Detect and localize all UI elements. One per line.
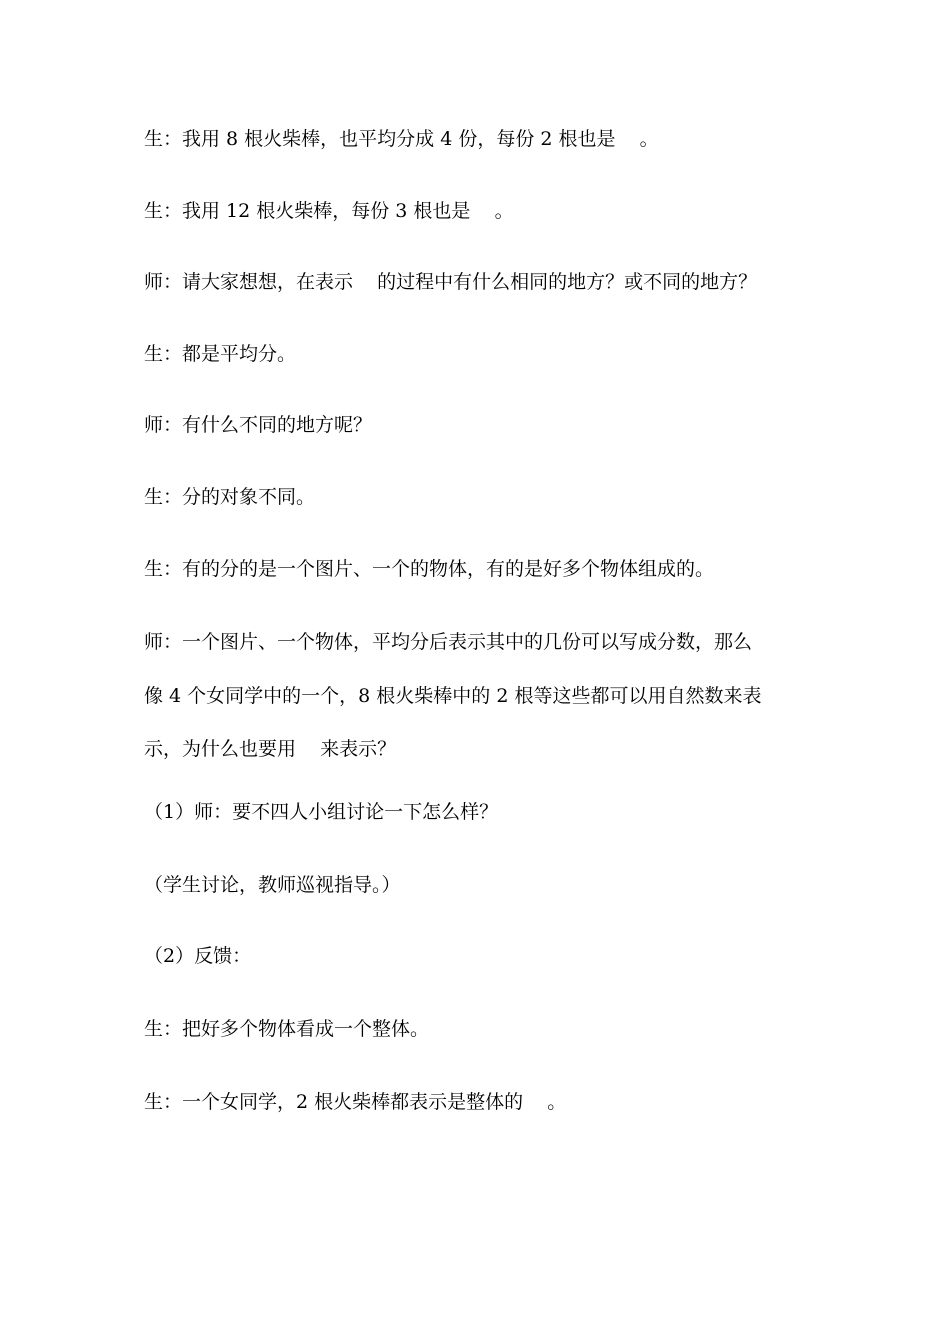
step-line-2: （2）反馈： <box>144 945 252 967</box>
note-line: （学生讨论，教师巡视指导。） <box>144 874 401 896</box>
dialogue-line-11: 生：把好多个物体看成一个整体。 <box>144 1018 430 1040</box>
dialogue-line-10: 示，为什么也要用 来表示？ <box>144 738 397 760</box>
dialogue-line-7: 生：有的分的是一个图片、一个的物体，有的是好多个物体组成的。 <box>144 558 715 580</box>
dialogue-line-4: 生：都是平均分。 <box>144 343 297 365</box>
dialogue-line-5: 师：有什么不同的地方呢？ <box>144 414 373 436</box>
dialogue-line-12: 生：一个女同学，2 根火柴棒都表示是整体的 。 <box>144 1091 567 1113</box>
dialogue-line-6: 生：分的对象不同。 <box>144 486 316 508</box>
dialogue-line-8: 师：一个图片、一个物体，平均分后表示其中的几份可以写成分数，那么 <box>144 631 753 653</box>
dialogue-line-9: 像 4 个女同学中的一个，8 根火柴棒中的 2 根等这些都可以用自然数来表 <box>144 685 762 707</box>
dialogue-line-2: 生：我用 12 根火柴棒，每份 3 根也是 。 <box>144 200 514 222</box>
step-line-1: （1）师：要不四人小组讨论一下怎么样？ <box>144 801 499 823</box>
dialogue-line-1: 生：我用 8 根火柴棒，也平均分成 4 份，每份 2 根也是 。 <box>144 128 659 150</box>
dialogue-line-3: 师：请大家想想，在表示 的过程中有什么相同的地方？或不同的地方？ <box>144 271 758 293</box>
